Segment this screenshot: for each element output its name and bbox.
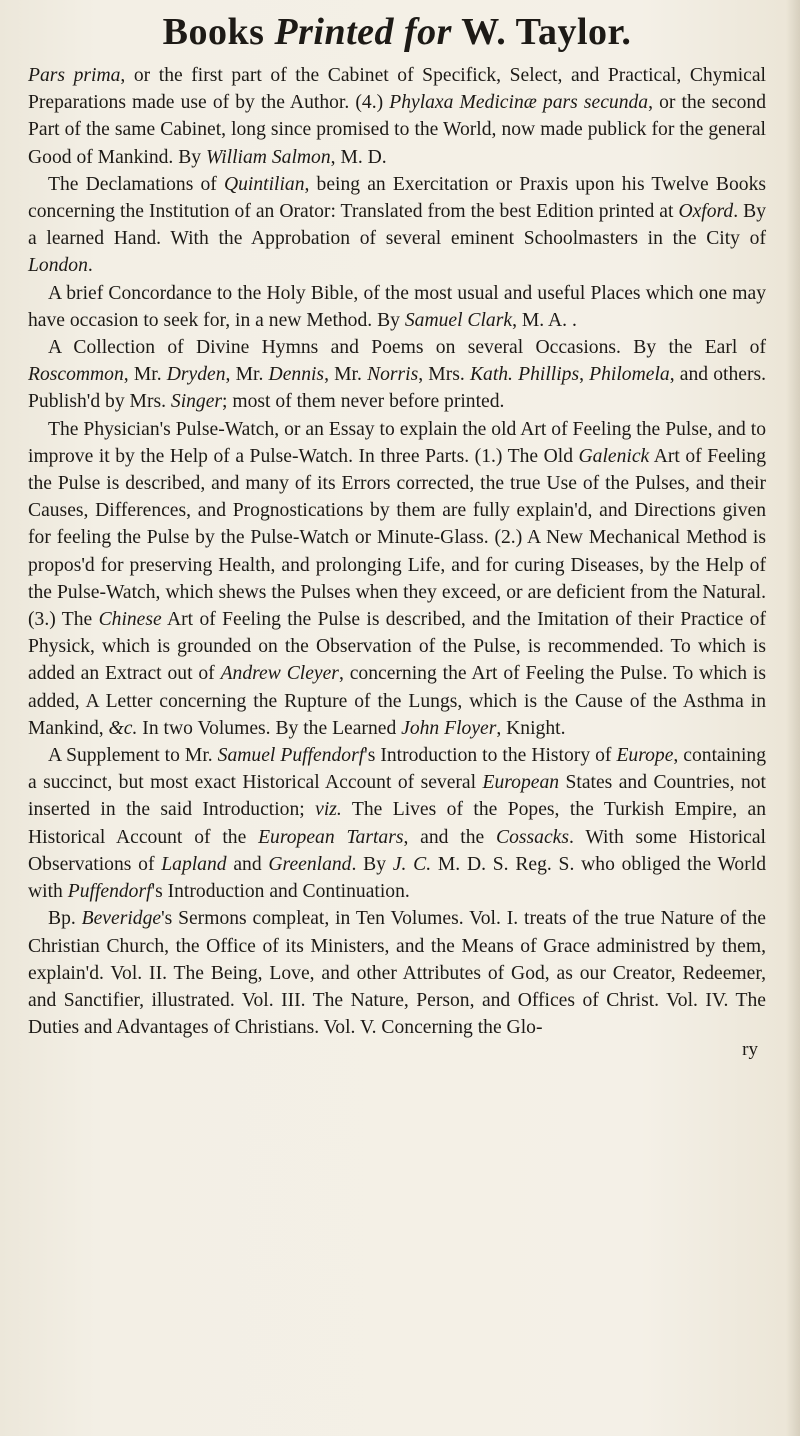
entry-text: , and others. Publish'd by Mrs. <box>28 364 767 413</box>
entry-italic-text: Pars prima <box>28 65 121 86</box>
entry-text: . By <box>351 853 393 875</box>
entry-text: , containing a succinct, but most exact Historical Account of several <box>28 745 767 794</box>
entry-text: The Declamations of <box>48 173 224 195</box>
entry-beveridge <box>28 905 766 1041</box>
running-head-italic: Printed for <box>274 11 452 53</box>
entry-italic-text: Galenick <box>578 445 650 467</box>
entry-text: A Collection of Divine Hymns and Poems on several Occasions. By the Earl of <box>48 337 766 359</box>
entry-text: A Supplement to Mr. <box>48 745 218 767</box>
entry-italic-text: London <box>28 255 88 277</box>
running-head <box>28 10 766 54</box>
entry-text: Bp. <box>48 908 82 930</box>
entry-text: The Lives of the Popes, the Turkish Empire, an Historical Account of the <box>28 799 767 848</box>
entry-text: , Mr. <box>324 364 368 386</box>
entry-italic-text: &c. <box>108 717 138 739</box>
entry-italic-text: Greenland <box>268 853 352 875</box>
entry-text: 's Introduction and Continuation. <box>151 881 410 903</box>
entry-text: . By a learned Hand. With the Approbation of several eminent Schoolmasters in the City of <box>28 201 766 250</box>
entry-italic-text: Samuel Puffendorf <box>217 745 365 767</box>
entry-italic-text: Dennis <box>268 364 325 386</box>
entry-italic-text: Phylaxa Medicinæ pars secunda <box>389 92 649 114</box>
entry-italic-text: Roscommon <box>28 364 124 386</box>
entry-italic-text: Singer <box>170 391 223 413</box>
entry-italic-text: Kath. Phillips <box>469 364 580 386</box>
entry-text: Art of Feeling the Pulse is described, and the Imitation of their Practice of Physick, which is grounded on the Observation of the Pulse, is recommended. To which is added an Extract out of <box>28 609 766 685</box>
entry-text: States and Countries, not inserted in the said Introduction; <box>28 772 766 821</box>
entry-italic-text: Norris <box>367 364 419 386</box>
entry-italic-text: Quintilian <box>223 173 305 195</box>
entry-hymns <box>28 334 766 416</box>
entry-text: ; most of them never before printed. <box>222 391 505 413</box>
entry-text: Art of Feeling the Pulse is described, and many of its Errors corrected, the true Use of the Pulses, and their Causes, Differences, and Prognostications by them are fully explain'd, and Directions given for feeling the Pulse by the Pulse-Watch or Minute-Glass. (2.) A New Mechanical Method is propos'd for preserving Health, and prolonging Life, and for curing Diseases, by the Help of the Pulse-Watch, which shews the Pulses when they exceed, or are deficient from the Natural. (3.) The <box>28 445 766 631</box>
running-head-post: W. Taylor. <box>451 11 632 53</box>
entry-pars-prima <box>28 62 766 171</box>
entry-text: , M. A. . <box>512 309 577 331</box>
entry-italic-text: Beveridge <box>81 908 162 930</box>
entry-puffendorf <box>28 742 766 905</box>
entry-text: In two Volumes. By the Learned <box>137 717 402 739</box>
entry-italic-text: John Floyer <box>401 717 497 739</box>
entry-italic-text: European Tartars <box>258 826 404 848</box>
entry-pulse-watch <box>28 416 766 742</box>
entry-text: The Physician's Pulse-Watch, or an Essay to explain the old Art of Feeling the Pulse, and to improve it by the Help of a Pulse-Watch. In three Parts. (1.) The Old <box>28 418 766 467</box>
entry-quintilian <box>28 171 766 280</box>
running-head-pre: Books <box>162 11 275 53</box>
entry-text: . With some Historical Observations of <box>28 826 766 875</box>
entry-italic-text: Chinese <box>98 609 162 631</box>
entry-text: , or the second Part of the same Cabinet, long since promised to the World, now made publick for the general Good of Mankind. By <box>28 92 766 168</box>
entry-italic-text: J. C. <box>392 853 432 875</box>
entry-italic-text: Dryden <box>166 364 226 386</box>
entry-text: , concerning the Art of Feeling the Pulse. To which is added, A Letter concerning the Rupture of the Lungs, which is the Cause of the Asthma in Mankind, <box>28 663 766 739</box>
entry-concordance <box>28 280 766 334</box>
entry-italic-text: European <box>482 772 560 794</box>
entry-text: . <box>87 255 93 277</box>
page-edge-shadow <box>786 0 800 1436</box>
entry-italic-text: Cossacks <box>496 826 569 848</box>
entry-text: and <box>226 853 269 875</box>
entry-italic-text: Samuel Clark <box>404 309 513 331</box>
entry-italic-text: Andrew Cleyer <box>220 663 339 685</box>
catchword: ry <box>742 1039 758 1061</box>
entry-text: , Mrs. <box>418 364 470 386</box>
entry-italic-text: Lapland <box>161 853 227 875</box>
catalogue-entries <box>28 62 766 1041</box>
entry-text: , Knight. <box>496 717 566 739</box>
entry-text: , or the first part of the Cabinet of Specifick, Select, and Practical, Chymical Preparations made use of by the Author. (4.) <box>28 65 767 114</box>
entry-text: , <box>579 364 590 386</box>
entry-text: M. D. S. Reg. S. who obliged the World with <box>28 853 766 903</box>
entry-text: 's Sermons compleat, in Ten Volumes. Vol. I. treats of the true Nature of the Christian Church, the Office of its Ministers, and the Means of Grace administred by them, explain'd. Vol. II. The Being, Love, and other Attributes of God, as our Creator, Redeemer, and Sanctifier, illustrated. Vol. III. The Nature, Person, and Offices of Christ. Vol. IV. The Duties and Advantages of Christians. Vol. V. Concerning the Glo- <box>28 908 766 1039</box>
entry-italic-text: viz. <box>315 799 342 821</box>
entry-text: 's Introduction to the History of <box>364 745 617 767</box>
entry-text: , Mr. <box>225 364 269 386</box>
entry-italic-text: William Salmon <box>205 146 331 168</box>
entry-text: , and the <box>403 826 497 848</box>
entry-italic-text: Europe <box>616 745 674 767</box>
entry-italic-text: Puffendorf <box>67 881 152 903</box>
entry-text: , being an Exercitation or Praxis upon his Twelve Books concerning the Institution of an Orator: Translated from the best Edition printed at <box>28 173 766 223</box>
entry-text: A brief Concordance to the Holy Bible, of the most usual and useful Places which one may have occasion to seek for, in a new Method. By <box>28 282 766 331</box>
entry-italic-text: Philomela <box>589 364 670 386</box>
entry-text: , Mr. <box>123 364 167 386</box>
entry-italic-text: Oxford <box>678 201 734 223</box>
entry-text: , M. D. <box>330 146 387 168</box>
